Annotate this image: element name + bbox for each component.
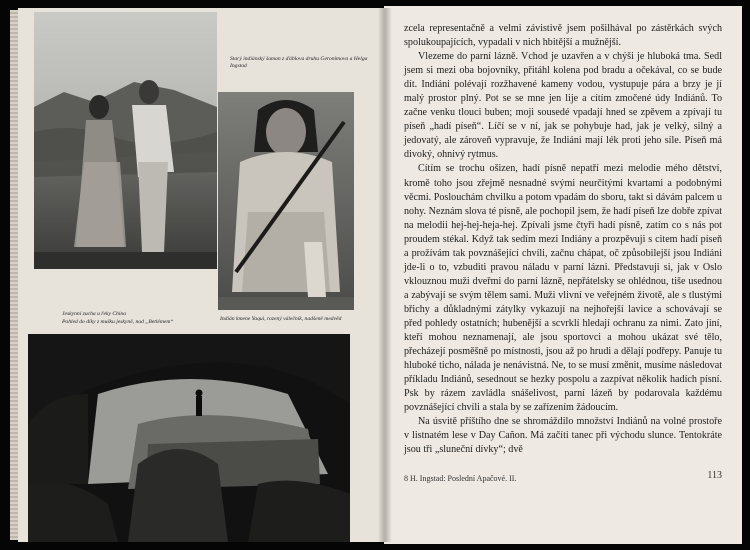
- paragraph: zcela representačně a velmi závistivě jsem pošilhával po zástěrkách svých spolukoupajících, vypadali v nich hbitější a mužnější.: [404, 23, 722, 49]
- caption-cave-2: Pohled do díky z mušku jeskyně, nad „Betlémem“: [62, 319, 174, 325]
- paragraph: Vlezeme do parní lázně. Vchod je uzavřen a v chýši je hluboká tma. Sedl jsem si mezi oba bojovníky, přitáhl kolena pod bradu a očekával, co se bude dít. Indiáni polévají rozžhavené kameny vodou, vystupuje pára a brzy je jí malý prostor plný. Pot se se mne jen lije a cítím zmočené údy Indiánů. To začne venku tlouci buben; moji sousedé vpadají hned se zpěvem a zpívají tu píseň „hadí píseň“. Líčí se v ní, jak se pohybuje had, jak je velký, silný a jedovatý, ale zároveň vypravuje, že Indiáni mají lék proti jeho síle. Píseň má divoký, ohnivý rytmus.: [404, 51, 722, 161]
- paragraph: Na úsvitě příštího dne se shromáždilo množství Indiánů na volné prostoře v listnatém lese v Day Cañon. Má začíti tanec při východu slunce. Tentokráte jsou tři „sluneční dívky“; dvě: [404, 416, 722, 456]
- body-text: [404, 22, 722, 457]
- page-number: 113: [707, 470, 722, 481]
- paragraph: Cítím se trochu ošizen, hadí písně nepatří mezi melodie mého dětství, kromě toho jsou zřejmě nesnadné svými neurčitými kvartami a podobnými věcmi. Poslouchám chvilku a potom vpadám do sboru, takt si dávám palcem u nohy. Neznám slova té písně, ale pochopil jsem, že hadí píseň lze dobře zpívat na melodii hej-hej-heja-hej. Zpívali jsme čtyři hadí písně, zatím co s nás pot proudem stékal. Když tak sedím mezi Indiány a prozpěvuji s citem hadí píseň a prožívám tak povznášející chvíli, začnu chápat, oč způsobilejší jsou Indiáni jde-li o to, vzbuditi pravou náladu v parní lázni. Představuji si, jak v Oslo vklouznou muži dveřmi do parní lázně, nepřátelsky se ohlédnou, tiše usednou a zabývají se svým tělem sami. Muži vlivní ve veřejném životě, ale s tlustými břichy a důkladnými zátylky vykazují na nejhořejší lavice a schovávají se před pohledy ostatních; hubenější a scvrklí hledají ochranu za nimi. Zato jiní, kteří mohou neznamenají, ale jsou sportovci a mohou ukázat své tělo, přecházejí posměšně po místnosti, jsou až po hrudi a dělají podřepy. Panuje tu hluboké ticho, nálada je nenávistná. Ne, to se musí změnit, musíme následovat příkladu Indiánů, sesednout se hezky pospolu a zazpívat několik hadích písní. Psk by rázem zavládla snášelivost, parní lázeň by podarovala každému povznášející chvíli a stala by se zařízením žádoucím.: [404, 163, 722, 414]
- photo-cave: [28, 334, 350, 542]
- signature-mark: 8 H. Ingstad: Poslední Apačové. II.: [404, 474, 517, 483]
- caption-yaqui: Indián kmene Yaqui, rozený válečník, nadšeně medvěd: [220, 316, 342, 322]
- photo-indian-with-rifle: [218, 92, 354, 310]
- caption-cave-1: Jeskynní zucha u řeky China: [62, 311, 126, 317]
- caption-shaman-and-helga: Starý indiánský šaman z ďáblova druhu Geronimova a Helga Ingstad: [230, 56, 368, 69]
- book-gutter: [378, 8, 392, 542]
- photo-desert-couple: [34, 12, 217, 269]
